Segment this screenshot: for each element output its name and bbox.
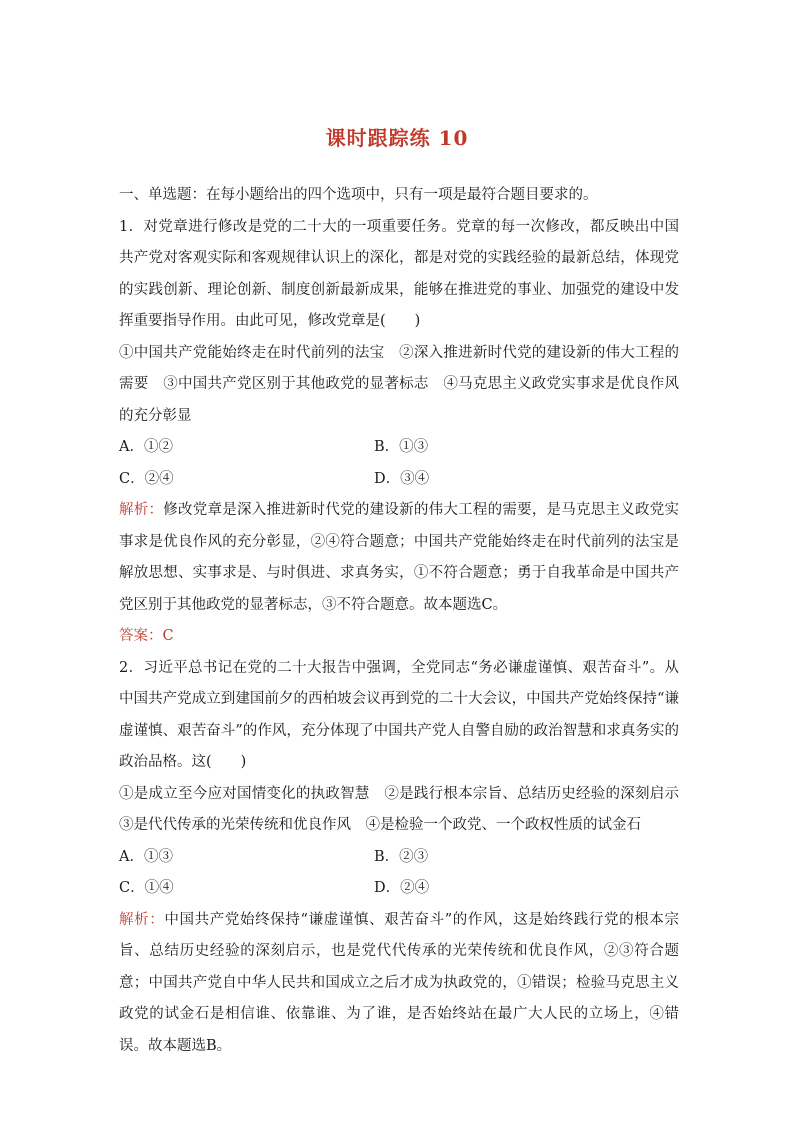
analysis-text: 中国共产党始终保持“谦虚谨慎、艰苦奋斗”的作风，这是始终践行党的根本宗旨、总结历史经验的深刻启示，也是党代代传承的光荣传统和优良作风，②③符合题意；中国共产党自中华人民共和国成立之后才成为执政党的，①错误；检验马克思主义政党的试金石是相信谁、依靠谁、为了谁，是否始终站在最广大人民的立场上，④错误。故本题选B。 <box>119 911 680 1054</box>
analysis-text: 修改党章是深入推进新时代党的建设新的伟大工程的需要，是马克思主义政党实事求是优良作风的充分彰显，②④符合题意；中国共产党能始终走在时代前列的法宝是解放思想、实事求是、与时俱进、求真务实，①不符合题意；勇于自我革命是中国共产党区别于其他政党的显著标志，③不符合题意。故本题选C。 <box>119 502 680 613</box>
page-title: 课时跟踪练 10 <box>325 126 469 150</box>
option-b: B．②③ <box>374 848 429 865</box>
option-c: C．②④ <box>119 470 174 487</box>
question-stem: 1．对党章进行修改是党的二十大的一项重要任务。党章的每一次修改，都反映出中国共产党对客观实际和客观规律认识上的深化，都是对党的实践经验的最新总结，体现党的实践创新、理论创新、制度创新最新成果，能够在推进党的事业、加强党的建设中发挥重要指导作用。由此可见，修改党章是( ) <box>119 218 679 329</box>
analysis-label: 解析： <box>119 502 164 518</box>
analysis-label: 解析： <box>119 911 165 928</box>
answer-label: 答案： <box>119 628 163 644</box>
question-2 <box>119 653 694 1063</box>
analysis <box>119 905 679 1063</box>
options-row <box>119 464 679 496</box>
options-row <box>119 873 679 905</box>
answer-value: C <box>162 628 174 644</box>
question-statements: ①中国共产党能始终走在时代前列的法宝 ②深入推进新时代党的建设新的伟大工程的需要 ③中国共产党区别于其他政党的显著标志 ④马克思主义政党实事求是优良作风的充分彰显 <box>119 344 679 424</box>
question-1 <box>119 212 679 653</box>
question-statements: ①是成立至今应对国情变化的执政智慧 ②是践行根本宗旨、总结历史经验的深刻启示 ③是代代传承的光荣传统和优良作风 ④是检验一个政党、一个政权性质的试金石 <box>119 785 694 833</box>
option-d: D．③④ <box>374 470 430 487</box>
option-a: A．①② <box>119 439 173 455</box>
options-row <box>119 842 679 874</box>
option-a: A．①③ <box>119 848 173 865</box>
option-d: D．②④ <box>374 880 430 896</box>
answer <box>119 621 679 653</box>
section-heading: 一、单选题：在每小题给出的四个选项中，只有一项是最符合题目要求的。 <box>119 187 598 203</box>
question-stem: 2．习近平总书记在党的二十大报告中强调，全党同志“务必谦虚谨慎、艰苦奋斗”。从中国共产党成立到建国前夕的西柏坡会议再到党的二十大会议，中国共产党始终保持“谦虚谨慎、艰苦奋斗”的作风，充分体现了中国共产党人自警自励的政治智慧和求真务实的政治品格。这( ) <box>119 659 679 770</box>
options-row <box>119 432 679 464</box>
document-body <box>119 180 694 1062</box>
option-b: B．①③ <box>374 439 429 455</box>
option-c: C．①④ <box>119 880 174 896</box>
analysis <box>119 495 679 621</box>
